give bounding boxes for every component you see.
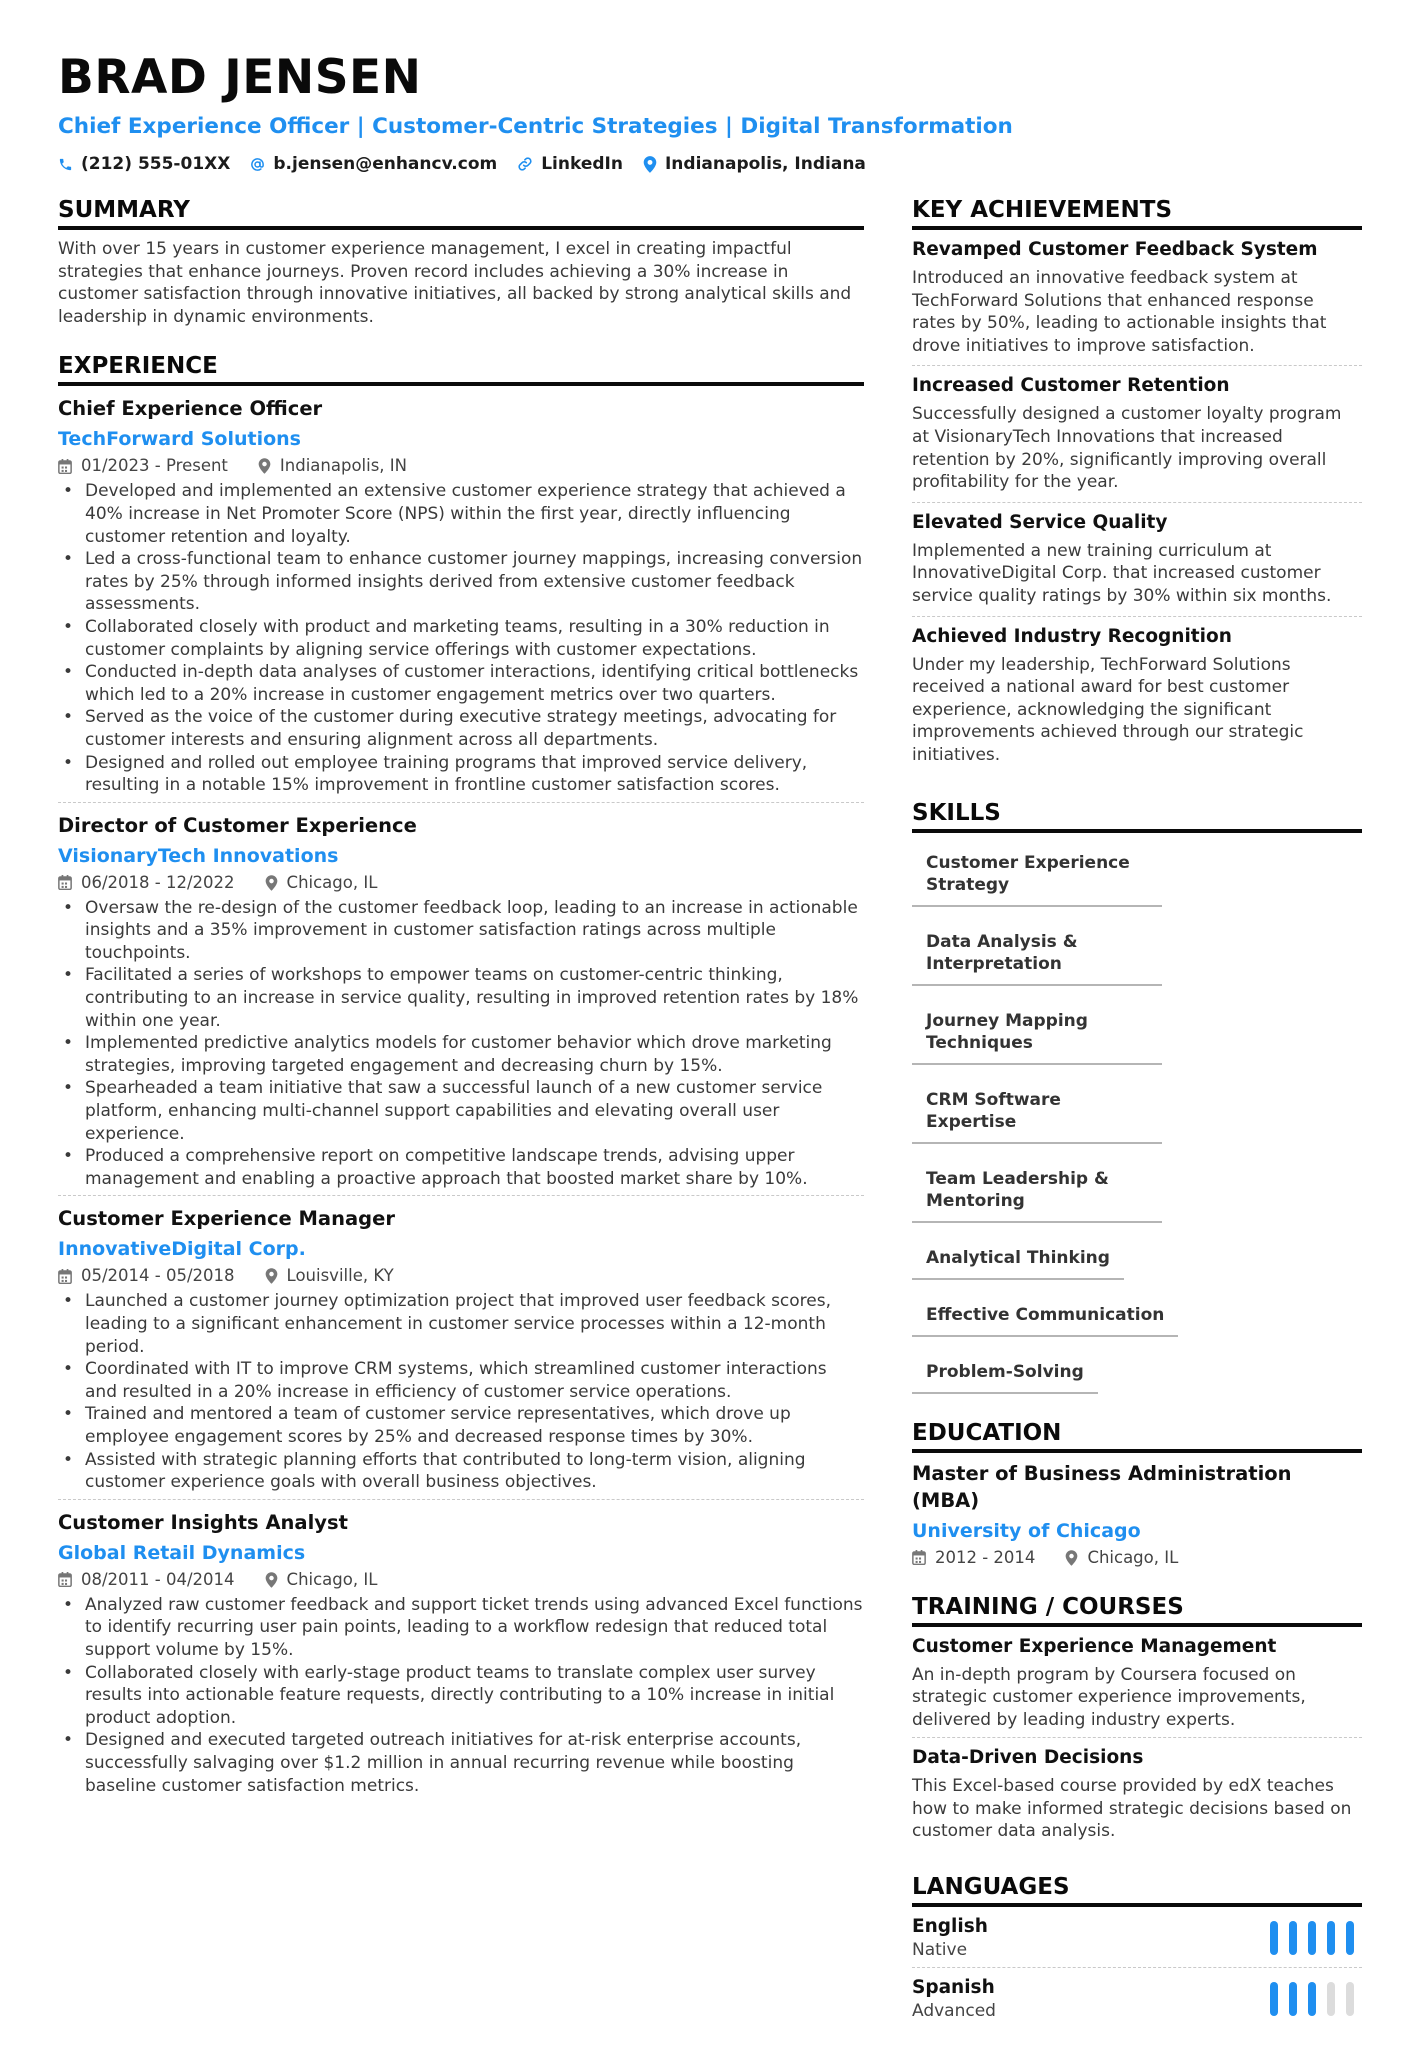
language-name: English bbox=[912, 1916, 988, 1938]
achievement-title: Elevated Service Quality bbox=[912, 511, 1168, 533]
job-bullet: • Launched a customer journey optimization project that improved user feedback scores, leading to a significant enhancement in customer service processes within a 12-month period. bbox=[58, 1290, 864, 1358]
job-dates: 06/2018 - 12/2022 bbox=[81, 872, 235, 892]
language-item bbox=[912, 1968, 1362, 2028]
proficiency-dot-filled bbox=[1289, 1982, 1297, 2016]
contact-email[interactable] bbox=[250, 154, 497, 174]
calendar-icon bbox=[58, 1572, 72, 1587]
job-meta bbox=[58, 872, 864, 894]
job-entry bbox=[58, 803, 864, 1197]
language-level: Advanced bbox=[912, 2001, 996, 2022]
proficiency-dot-empty bbox=[1346, 1982, 1354, 2016]
job-bullets bbox=[58, 897, 864, 1191]
education-meta bbox=[912, 1547, 1362, 1569]
proficiency-dot-filled bbox=[1308, 1982, 1316, 2016]
proficiency-dot-filled bbox=[1327, 1921, 1335, 1955]
contact-location-text: Indianapolis, Indiana bbox=[664, 154, 866, 174]
location-pin-icon bbox=[1065, 1550, 1078, 1566]
summary-heading: SUMMARY bbox=[58, 195, 864, 230]
achievement-title: Achieved Industry Recognition bbox=[912, 625, 1232, 647]
education-dates: 2012 - 2014 bbox=[935, 1547, 1036, 1567]
achievements-section bbox=[912, 195, 1362, 775]
achievement-title: Increased Customer Retention bbox=[912, 375, 1230, 397]
contact-location bbox=[643, 154, 866, 174]
job-dates: 08/2011 - 04/2014 bbox=[81, 1569, 235, 1589]
contact-linkedin-text: LinkedIn bbox=[541, 154, 623, 174]
languages-heading: LANGUAGES bbox=[912, 1872, 1362, 1907]
proficiency-dot-filled bbox=[1308, 1921, 1316, 1955]
skill-tag: Journey Mapping Techniques bbox=[912, 1002, 1162, 1065]
job-bullet: • Assisted with strategic planning efforts that contributed to long-term vision, aligning customer experience goals with overall business objectives. bbox=[58, 1449, 864, 1494]
calendar-icon bbox=[912, 1550, 926, 1565]
education-heading: EDUCATION bbox=[912, 1418, 1362, 1453]
course-title: Data-Driven Decisions bbox=[912, 1747, 1144, 1769]
contact-phone-text: (212) 555-01XX bbox=[81, 154, 231, 174]
course-item bbox=[912, 1738, 1362, 1849]
candidate-name: BRAD JENSEN bbox=[58, 50, 422, 105]
at-icon bbox=[250, 157, 265, 172]
calendar-icon bbox=[58, 1269, 72, 1284]
skill-tag: Data Analysis & Interpretation bbox=[912, 923, 1162, 986]
proficiency-dot-filled bbox=[1346, 1921, 1354, 1955]
company-name: VisionaryTech Innovations bbox=[58, 844, 339, 867]
job-bullet: • Coordinated with IT to improve CRM systems, which streamlined customer interactions and resulted in a 20% increase in efficiency of customer service operations. bbox=[58, 1358, 864, 1403]
calendar-icon bbox=[58, 875, 72, 890]
location-pin-icon bbox=[643, 156, 657, 173]
job-bullet: • Designed and executed targeted outreach initiatives for at-risk enterprise accounts, successfully salvaging over $1.2 million in annual recurring revenue while boosting baseline customer satisfaction metrics. bbox=[58, 1729, 864, 1797]
skill-tag: Customer Experience Strategy bbox=[912, 844, 1162, 907]
course-title: Customer Experience Management bbox=[912, 1635, 1277, 1657]
achievement-title: Revamped Customer Feedback System bbox=[912, 239, 1318, 260]
job-bullet: • Designed and rolled out employee training programs that improved service delivery, resulting in a notable 15% improvement in frontline customer satisfaction scores. bbox=[58, 752, 864, 797]
resume-header bbox=[58, 48, 1358, 174]
training-heading: TRAINING / COURSES bbox=[912, 1592, 1362, 1627]
course-text: An in-depth program by Coursera focused on strategic customer experience improvements, delivered by leading industry experts. bbox=[912, 1664, 1306, 1730]
calendar-icon bbox=[58, 459, 72, 474]
skill-tag: Team Leadership & Mentoring bbox=[912, 1160, 1162, 1223]
location-pin-icon bbox=[265, 875, 278, 891]
headline: Chief Experience Officer | Customer-Centric Strategies | Digital Transformation bbox=[58, 114, 1013, 139]
job-bullet: • Conducted in-depth data analyses of customer interactions, identifying critical bottlenecks which led to a 20% increase in customer engagement metrics over two quarters. bbox=[58, 661, 864, 706]
job-location: Louisville, KY bbox=[286, 1266, 394, 1286]
proficiency-dot-filled bbox=[1289, 1921, 1297, 1955]
summary-section bbox=[58, 195, 864, 328]
achievement-item bbox=[912, 617, 1362, 775]
job-bullet: • Collaborated closely with product and marketing teams, resulting in a 30% reduction in customer complaints by aligning service offerings with customer expectations. bbox=[58, 616, 864, 661]
link-icon bbox=[517, 156, 533, 172]
achievement-text: Successfully designed a customer loyalty program at VisionaryTech Innovations that increased retention by 20%, significantly improving overall profitability for the year. bbox=[912, 404, 1342, 493]
job-bullet: • Spearheaded a team initiative that saw a successful launch of a new customer service platform, enhancing multi-channel support capabilities and elevating overall user experience. bbox=[58, 1077, 864, 1145]
languages-section bbox=[912, 1872, 1362, 2028]
experience-heading: EXPERIENCE bbox=[58, 351, 864, 386]
achievement-text: Implemented a new training curriculum at InnovativeDigital Corp. that increased customer service quality ratings by 30% within six months. bbox=[912, 540, 1332, 606]
job-meta bbox=[58, 1569, 864, 1591]
achievement-item bbox=[912, 503, 1362, 617]
contact-email-text: b.jensen@enhancv.com bbox=[273, 154, 498, 174]
job-title: Director of Customer Experience bbox=[58, 813, 417, 837]
course-text: This Excel-based course provided by edX teaches how to make informed strategic decisions based on customer data analysis. bbox=[912, 1776, 1352, 1842]
proficiency-dot-empty bbox=[1327, 1982, 1335, 2016]
job-bullet: • Developed and implemented an extensive customer experience strategy that achieved a 40% increase in Net Promoter Score (NPS) within the first year, directly influencing customer retention and loyalty. bbox=[58, 480, 864, 548]
contact-linkedin[interactable] bbox=[517, 154, 623, 174]
school-name: University of Chicago bbox=[912, 1519, 1141, 1542]
language-level: Native bbox=[912, 1940, 968, 1961]
job-bullet: • Facilitated a series of workshops to empower teams on customer-centric thinking, contributing to an increase in service quality, resulting in improved retention rates by 18% within one year. bbox=[58, 964, 864, 1032]
contact-phone[interactable] bbox=[58, 154, 230, 174]
course-item bbox=[912, 1627, 1362, 1739]
skill-tag: Problem-Solving bbox=[912, 1353, 1098, 1394]
phone-icon bbox=[58, 157, 73, 172]
skills-section bbox=[912, 798, 1362, 1410]
language-name: Spanish bbox=[912, 1977, 995, 1999]
job-bullet: • Analyzed raw customer feedback and support ticket trends using advanced Excel functions to identify recurring user pain points, leading to a workflow redesign that reduced total support volume by 15%. bbox=[58, 1594, 864, 1662]
job-location: Chicago, IL bbox=[286, 1569, 378, 1589]
skill-tag: CRM Software Expertise bbox=[912, 1081, 1162, 1144]
achievement-item bbox=[912, 230, 1362, 366]
company-name: InnovativeDigital Corp. bbox=[58, 1238, 306, 1261]
achievements-heading: KEY ACHIEVEMENTS bbox=[912, 195, 1362, 230]
job-dates: 05/2014 - 05/2018 bbox=[81, 1266, 235, 1286]
left-column bbox=[58, 195, 864, 1825]
proficiency-dot-filled bbox=[1270, 1982, 1278, 2016]
language-item bbox=[912, 1907, 1362, 1968]
location-pin-icon bbox=[258, 458, 271, 474]
location-pin-icon bbox=[265, 1572, 278, 1588]
job-bullet: • Implemented predictive analytics models for customer behavior which drove marketing strategies, improving targeted engagement and decreasing churn by 15%. bbox=[58, 1032, 864, 1077]
achievement-text: Under my leadership, TechForward Solutions received a national award for best customer experience, acknowledging the significant improvements achieved through our strategic initiatives. bbox=[912, 654, 1304, 765]
job-bullet: • Led a cross-functional team to enhance customer journey mappings, increasing conversion rates by 25% through informed insights derived from extensive customer feedback assessments. bbox=[58, 548, 864, 616]
job-bullet: • Collaborated closely with early-stage product teams to translate complex user survey results into actionable feature requests, directly contributing to a 10% increase in initial product adoption. bbox=[58, 1662, 864, 1730]
job-dates: 01/2023 - Present bbox=[81, 456, 228, 476]
job-title: Chief Experience Officer bbox=[58, 397, 323, 421]
job-bullets bbox=[58, 1290, 864, 1493]
job-meta bbox=[58, 455, 864, 477]
education-section bbox=[912, 1418, 1362, 1569]
job-bullets bbox=[58, 480, 864, 796]
job-title: Customer Experience Manager bbox=[58, 1207, 395, 1231]
proficiency-meter bbox=[1259, 1921, 1354, 1955]
skills-list bbox=[912, 833, 1362, 1410]
job-bullets bbox=[58, 1594, 864, 1797]
job-bullet: • Produced a comprehensive report on competitive landscape trends, advising upper management and enabling a proactive approach that boosted market share by 10%. bbox=[58, 1145, 864, 1190]
education-location: Chicago, IL bbox=[1087, 1547, 1179, 1567]
achievement-text: Introduced an innovative feedback system at TechForward Solutions that enhanced response rates by 50%, leading to actionable insights that drove initiatives to improve satisfaction. bbox=[912, 268, 1327, 356]
achievement-item bbox=[912, 366, 1362, 502]
training-section bbox=[912, 1592, 1362, 1850]
company-name: TechForward Solutions bbox=[58, 428, 301, 451]
job-bullet: • Oversaw the re-design of the customer feedback loop, leading to an increase in actionable insights and a 35% improvement in customer satisfaction ratings across multiple touchpoints. bbox=[58, 897, 864, 965]
company-name: Global Retail Dynamics bbox=[58, 1541, 306, 1564]
contact-bar bbox=[58, 154, 1358, 174]
job-title: Customer Insights Analyst bbox=[58, 1510, 348, 1534]
summary-text: With over 15 years in customer experience management, I excel in creating impactful strategies that enhance journeys. Proven record includes achieving a 30% increase in customer satisfaction through innovative initiatives, all backed by strong analytical skills and leadership in dynamic environments. bbox=[58, 239, 852, 327]
right-column bbox=[912, 195, 1362, 2051]
job-location: Chicago, IL bbox=[286, 872, 378, 892]
experience-section bbox=[58, 351, 864, 1802]
location-pin-icon bbox=[265, 1268, 278, 1284]
degree-title: Master of Business Administration (MBA) bbox=[912, 1461, 1292, 1512]
job-entry bbox=[58, 1196, 864, 1499]
job-entry bbox=[58, 386, 864, 802]
skill-tag: Analytical Thinking bbox=[912, 1239, 1124, 1280]
job-location: Indianapolis, IN bbox=[279, 456, 407, 476]
job-bullet: • Served as the voice of the customer during executive strategy meetings, advocating for customer interests and ensuring alignment across all departments. bbox=[58, 706, 864, 751]
job-meta bbox=[58, 1265, 864, 1287]
proficiency-meter bbox=[1259, 1982, 1354, 2016]
job-entry bbox=[58, 1500, 864, 1802]
proficiency-dot-filled bbox=[1270, 1921, 1278, 1955]
skill-tag: Effective Communication bbox=[912, 1296, 1178, 1337]
job-bullet: • Trained and mentored a team of customer service representatives, which drove up employee engagement scores by 25% and decreased response times by 30%. bbox=[58, 1403, 864, 1448]
skills-heading: SKILLS bbox=[912, 798, 1362, 833]
